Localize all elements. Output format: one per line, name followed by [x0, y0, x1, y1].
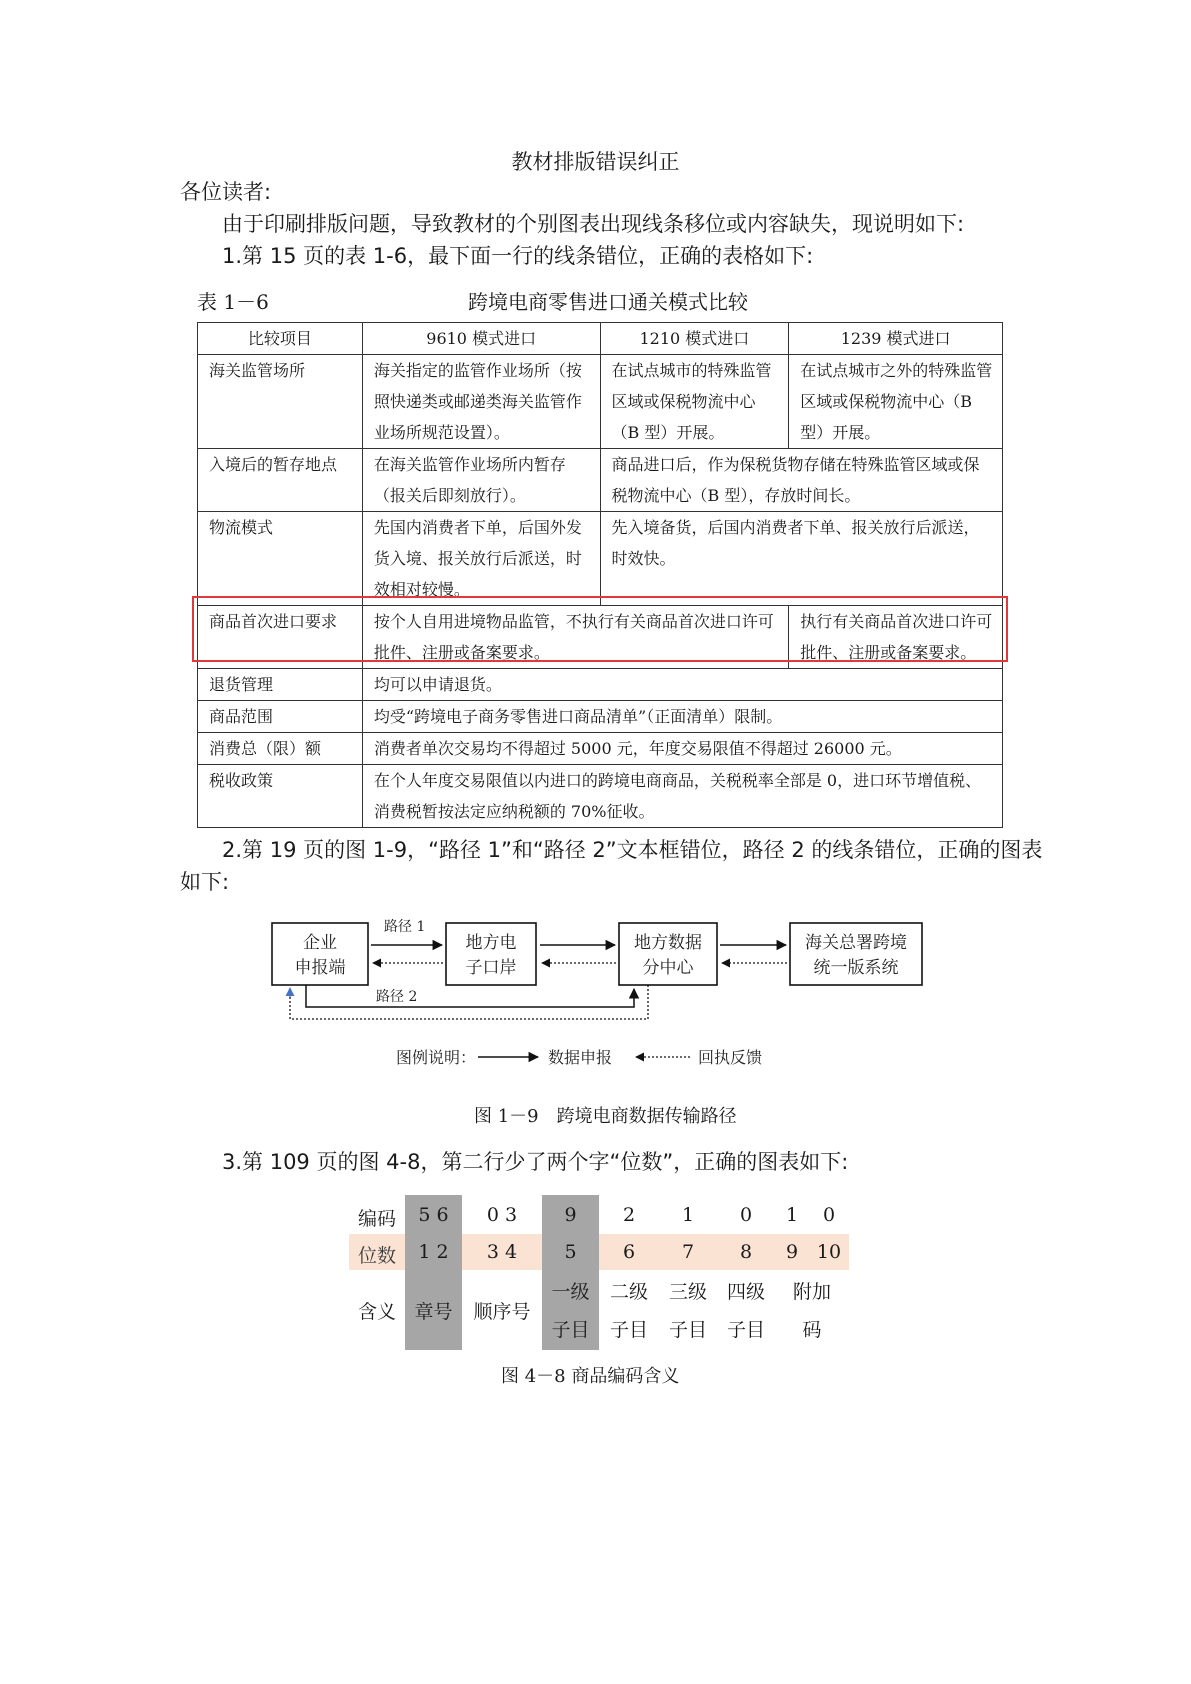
node-label: 地方数据	[634, 933, 702, 953]
digit-cell: 8	[739, 1241, 753, 1263]
digit-cell: 3 4	[486, 1241, 518, 1263]
meaning-cell: 三级	[668, 1281, 707, 1303]
node-label: 企业	[303, 933, 337, 953]
document-title: 教材排版错误纠正	[511, 150, 680, 174]
node-label: 申报端	[294, 958, 346, 978]
meaning-cell: 子目	[726, 1319, 765, 1341]
meaning-row-label: 含义	[357, 1301, 396, 1323]
table-row	[198, 355, 1003, 449]
meaning-cell: 码	[802, 1319, 822, 1341]
data-transmission-flow-diagram	[250, 905, 930, 1075]
row-label: 入境后的暂存地点	[198, 449, 363, 512]
meaning-cell: 章号	[414, 1301, 453, 1323]
node-label: 统一版系统	[813, 958, 899, 978]
legend-label: 图例说明：	[396, 1048, 477, 1067]
table-header-row	[198, 323, 1003, 355]
table-row	[198, 669, 1003, 701]
meaning-cell: 四级	[726, 1281, 765, 1303]
legend-feedback-text: 回执反馈	[698, 1048, 763, 1067]
codes-row-label: 编码	[357, 1208, 396, 1230]
meaning-cell: 附加	[792, 1281, 831, 1303]
item1-paragraph: 1.第 15 页的表 1-6，最下面一行的线条错位，正确的表格如下:	[222, 244, 814, 268]
table-cell: 在个人年度交易限值以内进口的跨境电商商品，关税税率全部是 0，进口环节增值税、消费税暂按法定应纳税额的 70%征收。	[362, 765, 1002, 828]
node-label: 子口岸	[465, 958, 517, 978]
table-row	[198, 733, 1003, 765]
code-cell: 2	[622, 1204, 636, 1226]
header-cell: 1210 模式进口	[600, 323, 789, 355]
item2-paragraph-continued: 如下:	[180, 870, 230, 894]
table-cell: 在试点城市之外的特殊监管区域或保税物流中心（B 型）开展。	[789, 355, 1003, 449]
table-cell: 执行有关商品首次进口许可批件、注册或备案要求。	[789, 606, 1003, 669]
greeting: 各位读者:	[180, 180, 272, 204]
table-cell: 均受“跨境电子商务零售进口商品清单”（正面清单）限制。	[362, 701, 1002, 733]
row-label: 物流模式	[198, 512, 363, 606]
digit-cell: 7	[681, 1241, 695, 1263]
figure-4-8-caption: 图 4－8 商品编码含义	[501, 1366, 680, 1387]
code-cell: 5 6	[418, 1204, 449, 1226]
table-cell: 按个人自用进境物品监管，不执行有关商品首次进口许可批件、注册或备案要求。	[362, 606, 788, 669]
path2-feedback-line	[290, 985, 648, 1019]
code-cell: 9	[564, 1204, 577, 1226]
item2-paragraph: 2.第 19 页的图 1-9，“路径 1”和“路径 2”文本框错位，路径 2 的线条错位，正确的图表	[222, 838, 1043, 862]
table-cell: 消费者单次交易均不得超过 5000 元，年度交易限值不得超过 26000 元。	[362, 733, 1002, 765]
customs-mode-comparison-table	[197, 322, 1003, 828]
header-cell: 比较项目	[198, 323, 363, 355]
code-cell: 1	[785, 1204, 799, 1226]
table-row	[198, 512, 1003, 606]
digit-cell: 9	[785, 1241, 799, 1263]
node-label: 地方电	[465, 933, 517, 953]
code-cell: 0	[739, 1204, 753, 1226]
digit-cell: 1 2	[418, 1241, 449, 1263]
table-caption-title: 跨境电商零售进口通关模式比较	[468, 290, 748, 314]
highlight-box	[192, 596, 1008, 662]
row-label: 退货管理	[198, 669, 363, 701]
table-cell: 商品进口后，作为保税货物存储在特殊监管区域或保税物流中心（B 型），存放时间长。	[600, 449, 1002, 512]
row-label: 消费总（限）额	[198, 733, 363, 765]
table-row	[198, 449, 1003, 512]
meaning-cell: 子目	[668, 1319, 707, 1341]
item3-paragraph: 3.第 109 页的图 4-8，第二行少了两个字“位数”，正确的图表如下:	[222, 1150, 849, 1174]
code-cell: 0	[822, 1204, 836, 1226]
row-label: 税收政策	[198, 765, 363, 828]
path1-label: 路径 1	[384, 919, 426, 935]
header-cell: 9610 模式进口	[362, 323, 600, 355]
meaning-cell: 顺序号	[473, 1301, 531, 1323]
code-cell: 0 3	[486, 1204, 518, 1226]
digits-row-label: 位数	[357, 1245, 396, 1267]
intro-paragraph: 由于印刷排版问题，导致教材的个别图表出现线条移位或内容缺失，现说明如下:	[222, 212, 965, 236]
table-row	[198, 701, 1003, 733]
table-cell: 在试点城市的特殊监管区域或保税物流中心（B 型）开展。	[600, 355, 789, 449]
meaning-cell: 子目	[551, 1319, 590, 1341]
node-label: 分中心	[642, 958, 694, 978]
path2-report-line	[306, 985, 634, 1007]
header-cell: 1239 模式进口	[789, 323, 1003, 355]
digit-cell: 10	[816, 1241, 842, 1263]
table-row	[198, 765, 1003, 828]
meaning-cell: 一级	[551, 1281, 590, 1303]
path2-label: 路径 2	[376, 989, 418, 1005]
row-label: 商品首次进口要求	[198, 606, 363, 669]
figure-1-9-caption: 图 1－9 跨境电商数据传输路径	[474, 1106, 737, 1127]
legend-report-text: 数据申报	[548, 1048, 613, 1067]
table-cell: 先国内消费者下单，后国外发货入境、报关放行后派送，时效相对较慢。	[362, 512, 600, 606]
commodity-code-figure	[349, 1195, 849, 1350]
table-cell: 在海关监管作业场所内暂存（报关后即刻放行）。	[362, 449, 600, 512]
table-caption-number: 表 1－6	[197, 290, 269, 314]
node-label: 海关总署跨境	[805, 933, 907, 953]
digit-cell: 6	[622, 1241, 636, 1263]
table-cell: 均可以申请退货。	[362, 669, 1002, 701]
digit-cell: 5	[564, 1241, 577, 1263]
meaning-cell: 二级	[609, 1281, 648, 1303]
row-label: 海关监管场所	[198, 355, 363, 449]
table-cell: 先入境备货，后国内消费者下单、报关放行后派送，时效快。	[600, 512, 1002, 606]
meaning-cell: 子目	[609, 1319, 648, 1341]
code-cell: 1	[681, 1204, 695, 1226]
row-label: 商品范围	[198, 701, 363, 733]
table-cell: 海关指定的监管作业场所（按照快递类或邮递类海关监管作业场所规范设置）。	[362, 355, 600, 449]
